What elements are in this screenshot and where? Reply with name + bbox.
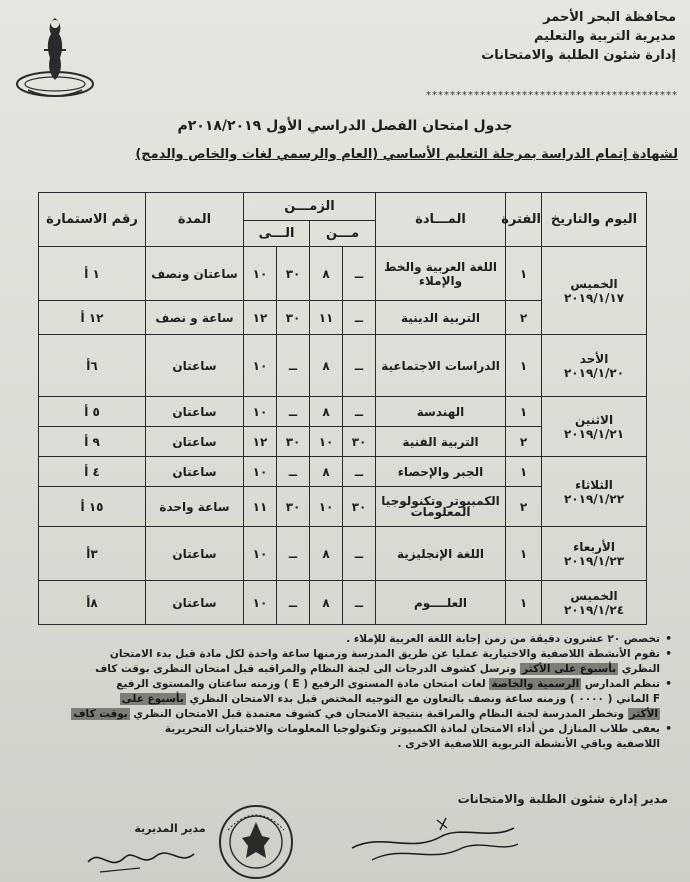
header-time: الزمـــن <box>244 193 376 221</box>
from-hour-cell: ٨ <box>310 457 343 487</box>
letterhead <box>416 8 676 65</box>
period-cell: ١ <box>506 397 542 427</box>
from-minute-cell: ــ <box>343 527 376 581</box>
form-number-cell: ٣أ <box>39 527 146 581</box>
exams-manager-title: مدير إدارة شئون الطلبة والامتحانات <box>457 792 668 806</box>
form-number-cell: ١٥ أ <box>39 487 146 527</box>
official-seal-icon <box>208 800 304 880</box>
director-signature-icon <box>80 838 200 878</box>
duration-cell: ساعتان <box>146 457 244 487</box>
from-minute-cell: ــ <box>343 457 376 487</box>
from-hour-cell: ١٠ <box>310 487 343 527</box>
form-number-cell: ٦أ <box>39 335 146 397</box>
to-hour-cell: ١٠ <box>244 457 277 487</box>
header-period: الفترة <box>506 193 542 247</box>
highlight: بوقت كاف <box>73 708 128 720</box>
duration-cell: ساعتان <box>146 427 244 457</box>
duration-cell: ساعتان <box>146 581 244 625</box>
from-minute-cell: ٣٠ <box>343 427 376 457</box>
day-date-cell: الاثنين ٢٠١٩/١/٢١ <box>542 397 647 457</box>
header-subject: المـــادة <box>376 193 506 247</box>
to-minute-cell: ــ <box>277 581 310 625</box>
table-row <box>39 335 647 397</box>
day-date-cell: الأربعاء ٢٠١٩/١/٢٣ <box>542 527 647 581</box>
header-from: مـــن <box>310 221 376 247</box>
period-cell: ١ <box>506 335 542 397</box>
form-number-cell: ٥ أ <box>39 397 146 427</box>
subject-cell: اللغة الإنجليزية <box>376 527 506 581</box>
note-item-continued: النظري بأسبوع على الأكثر وترسل كشوف الدرجات الى لجنة النظام والمراقبه قبل امتحان النظرى بوقت كاف <box>95 663 660 675</box>
to-minute-cell: ــ <box>277 527 310 581</box>
form-number-cell: ٤ أ <box>39 457 146 487</box>
subject-cell: الجبر والإحصاء <box>376 457 506 487</box>
header-day-date: اليوم والتاريخ <box>542 193 647 247</box>
from-minute-cell: ــ <box>343 581 376 625</box>
from-hour-cell: ٨ <box>310 397 343 427</box>
highlight: بأسبوع على <box>121 693 184 705</box>
note-item: • يعفى طلاب المنازل من أداء الامتحان لمادة الكمبيوتر وتكنولوجيا المعلومات والاختبارات التحريرية <box>22 722 672 737</box>
subject-cell: الهندسة <box>376 397 506 427</box>
period-cell: ١ <box>506 527 542 581</box>
governorate-name: محافظة البحر الأحمر <box>543 10 676 25</box>
table-row <box>39 581 647 625</box>
duration-cell: ساعتان <box>146 335 244 397</box>
note-item: • تقوم الأنشطة اللاصفية والاختيارية عمليا عن طريق المدرسة وزمنها ساعة واحدة لكل مادة قبل بدء الامتحان <box>22 647 672 662</box>
to-hour-cell: ١٢ <box>244 427 277 457</box>
highlight: بأسبوع على الأكثر <box>522 663 617 675</box>
exam-schedule-table <box>38 192 647 625</box>
to-minute-cell: ــ <box>277 397 310 427</box>
to-hour-cell: ١١ <box>244 487 277 527</box>
governorate-logo-icon <box>14 10 96 102</box>
from-minute-cell: ــ <box>343 247 376 301</box>
header-to: الـــى <box>244 221 310 247</box>
day-date-cell: الأحد ٢٠١٩/١/٢٠ <box>542 335 647 397</box>
day-date-cell: الثلاثاء ٢٠١٩/١/٢٢ <box>542 457 647 527</box>
form-number-cell: ٨أ <box>39 581 146 625</box>
subject-cell: الكمبيوتر وتكنولوجيا المعلومات <box>376 487 506 527</box>
period-cell: ٢ <box>506 487 542 527</box>
to-minute-cell: ٣٠ <box>277 247 310 301</box>
directorate-name: مديرية التربية والتعليم <box>533 29 676 44</box>
subject-cell: التربية الفنية <box>376 427 506 457</box>
duration-cell: ساعتان <box>146 397 244 427</box>
day-date-cell: الخميس ٢٠١٩/١/١٧ <box>542 247 647 335</box>
from-minute-cell: ٣٠ <box>343 487 376 527</box>
stars-divider: ****************************************** <box>426 90 678 101</box>
notes-section <box>22 632 672 752</box>
from-minute-cell: ــ <box>343 335 376 397</box>
schedule-subtitle: لشهادة إتمام الدراسة بمرحلة التعليم الأساسي (العام والرسمي لغات والخاص والدمج) <box>135 147 678 162</box>
period-cell: ٢ <box>506 427 542 457</box>
form-number-cell: ١ أ <box>39 247 146 301</box>
period-cell: ١ <box>506 457 542 487</box>
from-hour-cell: ٨ <box>310 527 343 581</box>
note-item-continued: اللاصفية وباقي الأنشطة التربوية اللاصفية الاخرى . <box>397 738 660 750</box>
to-minute-cell: ــ <box>277 335 310 397</box>
from-hour-cell: ٨ <box>310 335 343 397</box>
period-cell: ٢ <box>506 301 542 335</box>
form-number-cell: ١٢ أ <box>39 301 146 335</box>
period-cell: ١ <box>506 247 542 301</box>
subject-cell: العلــــوم <box>376 581 506 625</box>
table-row <box>39 457 647 487</box>
to-hour-cell: ١٠ <box>244 247 277 301</box>
from-hour-cell: ١١ <box>310 301 343 335</box>
highlight: الرسمية والخاصة <box>491 678 580 690</box>
subject-cell: اللغة العربية والخط والإملاء <box>376 247 506 301</box>
to-minute-cell: ٣٠ <box>277 487 310 527</box>
subject-cell: التربية الدينية <box>376 301 506 335</box>
note-item-continued: الأكثر وتخطر المدرسة لجنة النظام والمراقبة بنتيجة الامتحان في كشوف معتمدة قبل الامتحان النظري بوقت كاف <box>73 708 658 720</box>
director-title: مدير المديرية <box>134 822 206 835</box>
from-minute-cell: ــ <box>343 397 376 427</box>
highlight: الأكثر <box>629 708 658 720</box>
subject-cell: الدراسات الاجتماعية <box>376 335 506 397</box>
form-number-cell: ٩ أ <box>39 427 146 457</box>
table-row <box>39 527 647 581</box>
from-hour-cell: ١٠ <box>310 427 343 457</box>
header-duration: المدة <box>146 193 244 247</box>
note-item-continued: F الماني ( ٠٠٠٠ ) وزمنه ساعة ونصف بالتعاون مع التوجيه المختص قبل بدء الامتحان النظري بأسبوع على <box>121 693 660 705</box>
signature-scribble-icon <box>342 814 522 872</box>
to-hour-cell: ١٠ <box>244 397 277 427</box>
duration-cell: ساعتان ونصف <box>146 247 244 301</box>
to-hour-cell: ١٢ <box>244 301 277 335</box>
to-hour-cell: ١٠ <box>244 581 277 625</box>
table-row <box>39 397 647 427</box>
note-item: • تخصص ٢٠ عشرون دقيقة من زمن إجابة اللغة العربية للإملاء . <box>22 632 672 647</box>
period-cell: ١ <box>506 581 542 625</box>
from-minute-cell: ــ <box>343 301 376 335</box>
to-hour-cell: ١٠ <box>244 527 277 581</box>
from-hour-cell: ٨ <box>310 581 343 625</box>
to-minute-cell: ــ <box>277 457 310 487</box>
table-row <box>39 247 647 301</box>
header-form-number: رقم الاستمارة <box>39 193 146 247</box>
to-minute-cell: ٣٠ <box>277 427 310 457</box>
to-minute-cell: ٣٠ <box>277 301 310 335</box>
department-name: إدارة شئون الطلبة والامتحانات <box>481 48 676 63</box>
to-hour-cell: ١٠ <box>244 335 277 397</box>
note-item: • تنظم المدارس الرسمية والخاصة لغات امتحان مادة المستوى الرفيع ( E ) وزمنه ساعتان والمستوى الرفيع <box>22 677 672 692</box>
from-hour-cell: ٨ <box>310 247 343 301</box>
duration-cell: ساعة و نصف <box>146 301 244 335</box>
duration-cell: ساعتان <box>146 527 244 581</box>
schedule-title: جدول امتحان الفصل الدراسي الأول ٢٠١٨/٢٠١٩م <box>177 118 513 134</box>
day-date-cell: الخميس ٢٠١٩/١/٢٤ <box>542 581 647 625</box>
duration-cell: ساعة واحدة <box>146 487 244 527</box>
